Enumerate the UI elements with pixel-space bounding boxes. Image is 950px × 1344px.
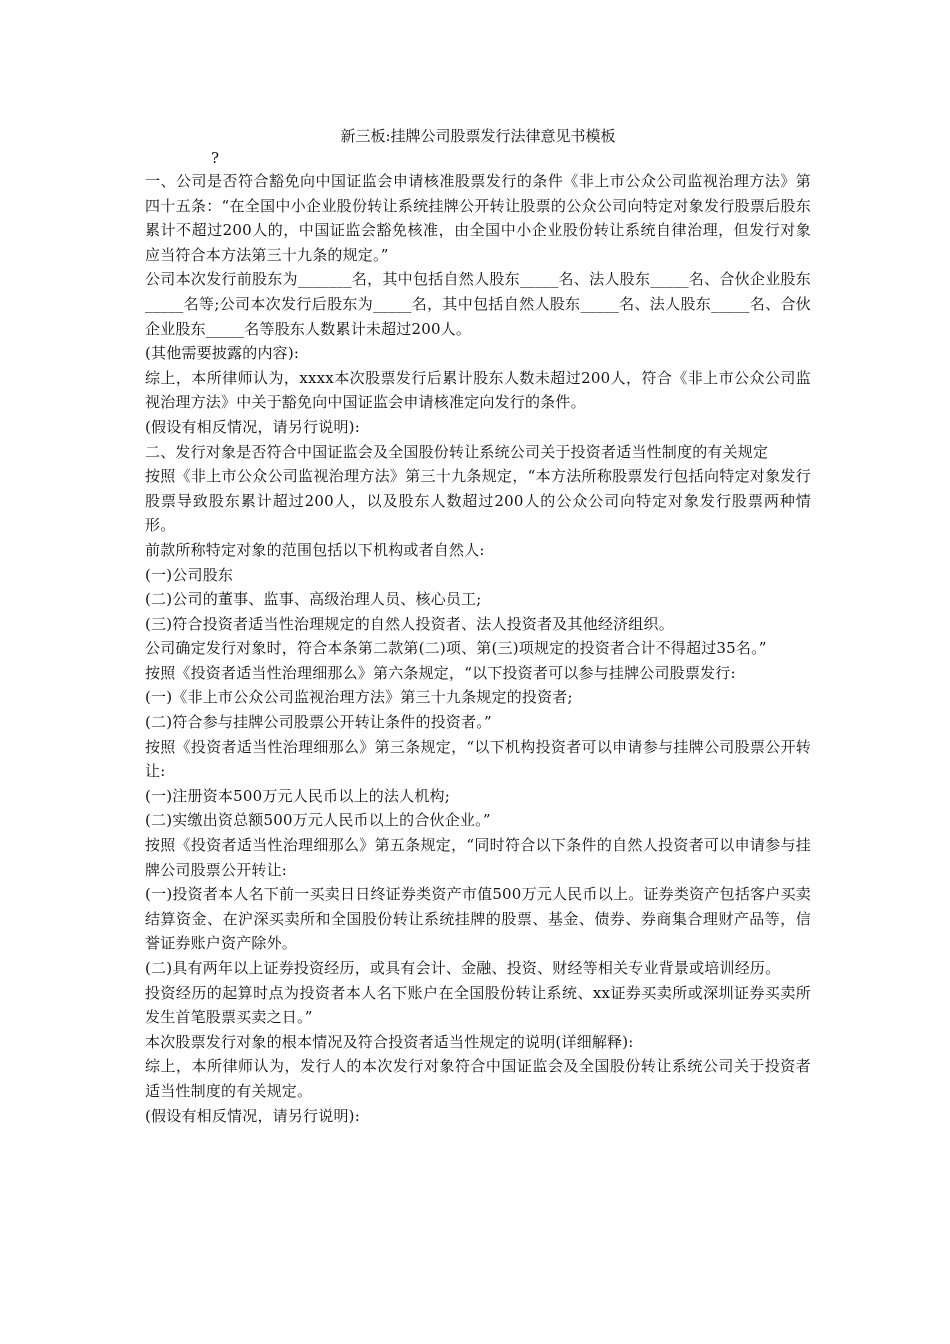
body-paragraph: (一)《非上市公众公司监视治理方法》第三十九条规定的投资者; <box>145 688 573 707</box>
body-paragraph: (二)具有两年以上证券投资经历，或具有会计、金融、投资、财经等相关专业背景或培训经历。 <box>145 959 781 977</box>
body-paragraph: (二)符合参与挂牌公司股票公开转让条件的投资者。” <box>145 713 492 732</box>
body-paragraph: (假设有相反情况，请另行说明): <box>145 1106 360 1125</box>
document-body <box>145 169 811 1128</box>
body-paragraph: 前款所称特定对象的范围包括以下机构或者自然人: <box>145 540 485 559</box>
body-paragraph: 按照《投资者适当性治理细那么》第五条规定，“同时符合以下条件的自然人投资者可以申请参与挂牌公司股票公开转让: <box>145 836 811 879</box>
body-paragraph: (其他需要披露的内容): <box>145 344 300 363</box>
body-paragraph: 公司确定发行对象时，符合本条第二款第(二)项、第(三)项规定的投资者合计不得超过35名。” <box>145 639 767 658</box>
document-title: 新三板:挂牌公司股票发行法律意见书模板 <box>340 127 616 145</box>
body-paragraph: 按照《投资者适当性治理细那么》第六条规定，“以下投资者可以参与挂牌公司股票发行: <box>145 663 736 682</box>
document-page <box>145 125 811 1128</box>
unknown-glyph-marker: ? <box>211 149 220 167</box>
body-paragraph: 公司本次发行前股东为_______名，其中包括自然人股东_____名、法人股东_____名、合伙企业股东_____名等;公司本次发行后股东为_____名，其中包括自然人股东_____名、法人股东_____名、合伙企业股东_____名等股东人数累计未超过200人。 <box>145 270 811 338</box>
body-paragraph: (一)公司股东 <box>145 565 234 584</box>
body-paragraph: 综上，本所律师认为，xxxx本次股票发行后累计股东人数未超过200人，符合《非上市公众公司监视治理方法》中关于豁免向中国证监会申请核准定向发行的条件。 <box>145 368 811 412</box>
body-paragraph: 投资经历的起算时点为投资者本人名下账户在全国股份转让系统、xx证券买卖所或深圳证券买卖所发生首笔股票买卖之日。” <box>145 983 811 1027</box>
body-paragraph: 按照《投资者适当性治理细那么》第三条规定，“以下机构投资者可以申请参与挂牌公司股票公开转让: <box>145 737 811 781</box>
body-paragraph: 综上，本所律师认为，发行人的本次发行对象符合中国证监会及全国股份转让系统公司关于投资者适当性制度的有关规定。 <box>145 1057 811 1100</box>
body-paragraph: 本次股票发行对象的根本情况及符合投资者适当性规定的说明(详细解释): <box>145 1032 634 1051</box>
body-paragraph: (三)符合投资者适当性治理规定的自然人投资者、法人投资者及其他经济组织。 <box>145 614 674 633</box>
body-paragraph: (一)注册资本500万元人民币以上的法人机构; <box>145 786 450 805</box>
body-paragraph: 二、发行对象是否符合中国证监会及全国股份转让系统公司关于投资者适当性制度的有关规定 <box>145 442 769 461</box>
body-paragraph: 按照《非上市公众公司监视治理方法》第三十九条规定，“本方法所称股票发行包括向特定对象发行股票导致股东累计超过200人，以及股东人数超过200人的公众公司向特定对象发行股票两种情形。 <box>145 467 811 535</box>
body-paragraph: (假设有相反情况，请另行说明): <box>145 417 360 436</box>
body-paragraph: (一)投资者本人名下前一买卖日日终证券类资产市值500万元人民币以上。证券类资产包括客户买卖结算资金、在沪深买卖所和全国股份转让系统挂牌的股票、基金、债券、券商集合理财产品等，信誉证券账户资产除外。 <box>145 885 811 953</box>
body-paragraph: (二)公司的董事、监事、高级治理人员、核心员工; <box>145 590 482 609</box>
body-paragraph: (二)实缴出资总额500万元人民币以上的合伙企业。” <box>145 811 491 830</box>
body-paragraph: 一、公司是否符合豁免向中国证监会申请核准股票发行的条件《非上市公众公司监视治理方法》第四十五条：“在全国中小企业股份转让系统挂牌公开转让股票的公众公司向特定对象发行股票后股东累计不超过200人的，中国证监会豁免核准，由全国中小企业股份转让系统自律治理，但发行对象应当符合本方法第三十九条的规定。” <box>145 172 811 264</box>
